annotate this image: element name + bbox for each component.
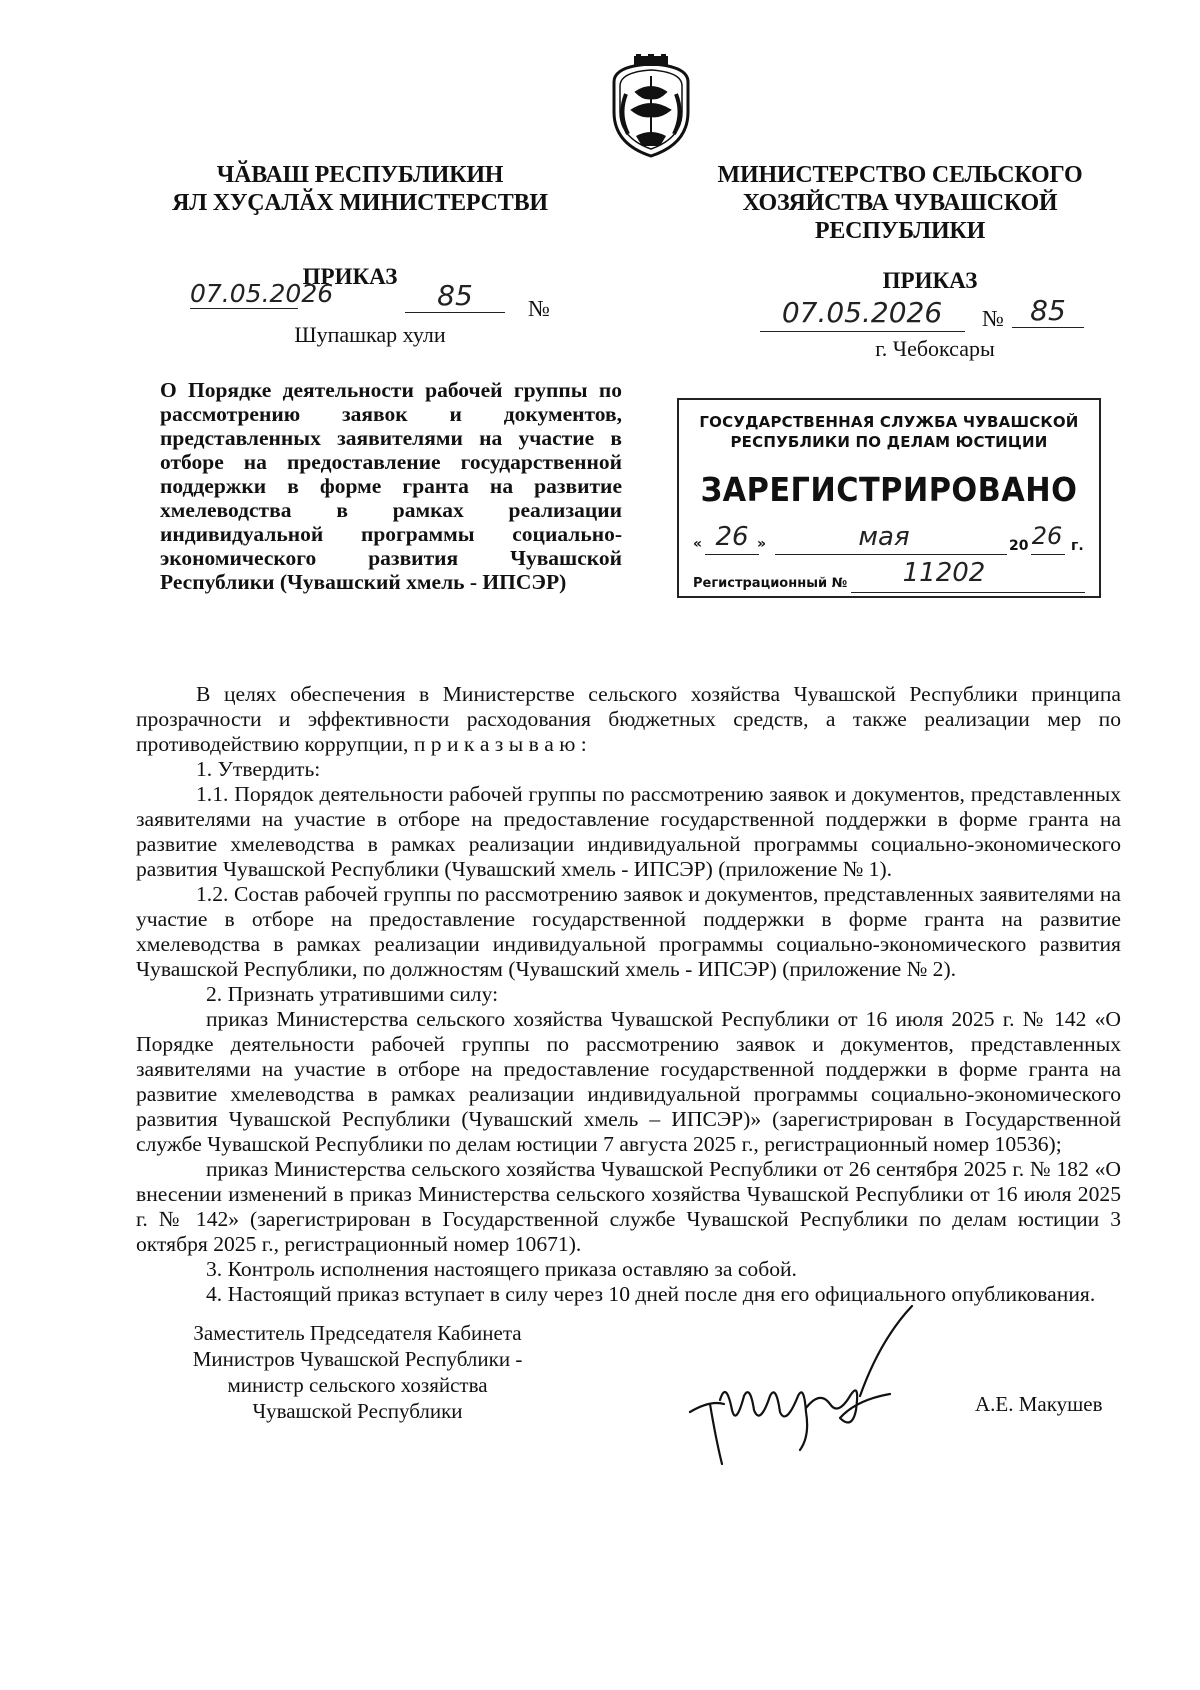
order-right-date: 07.05.2026 <box>781 296 943 329</box>
stamp-year-unit: г. <box>1071 538 1084 554</box>
stamp-year-prefix: 20 <box>1009 538 1029 554</box>
body-paragraph-1: 1. Утвердить: <box>196 757 321 781</box>
stamp-month: мая <box>858 522 910 552</box>
stamp-day: 26 <box>715 522 749 552</box>
handwritten-signature <box>680 1300 920 1470</box>
header-left <box>160 161 560 217</box>
signatory-title <box>160 1320 555 1424</box>
stamp-reg-number: 11202 <box>902 558 986 588</box>
signatory-title-line1: Заместитель Председателя Кабинета <box>193 1321 522 1345</box>
order-left-city: Шупашкар хули <box>294 322 446 347</box>
signatory-name: А.Е. Макушев <box>975 1392 1103 1416</box>
body-paragraph-2-b: приказ Министерства сельского хозяйства Чувашской Республики от 26 сентября 2025 г. № 182 «О внесении изменений в приказ Министерства сельского хозяйства Чувашской Республики от 16 июля 2025 г. № 142» (зарегистрирован в Государственной службе Чувашской Республики по делам юстиции 3 октября 2025 г., регистрационный номер 10671). <box>136 1157 1121 1256</box>
order-right-number-sign: № <box>982 306 1004 331</box>
order-right-number: 85 <box>1012 294 1084 328</box>
order-right-title: ПРИКАЗ <box>882 268 978 293</box>
body-paragraph-1-2: 1.2. Состав рабочей группы по рассмотрению заявок и документов, представленных заявителями на участие в отборе на предоставление государственной поддержки в форме гранта на развитие хмелеводства в рамках реализации индивидуальной программы социально-экономического развития Чувашской Республики, по должностям (Чувашский хмель - ИПСЭР) (приложение № 2). <box>136 882 1121 981</box>
order-left-title: ПРИКАЗ <box>302 264 398 289</box>
order-left-number-sign: № <box>528 296 550 321</box>
body-paragraph-preamble: В целях обеспечения в Министерстве сельского хозяйства Чувашской Республики принципа прозрачности и эффективности расходования бюджетных средств, а также реализации мер по противодействию коррупции, п р и к а з ы в а ю : <box>136 682 1121 756</box>
body-paragraph-1-1: 1.1. Порядок деятельности рабочей группы по рассмотрению заявок и документов, представленных заявителями на участие в отборе на предоставление государственной поддержки в форме гранта на развитие хмелеводства в рамках реализации индивидуальной программы социально-экономического развития Чувашской Республики (Чувашский хмель - ИПСЭР) (приложение № 1). <box>136 782 1121 881</box>
order-subject: О Порядке деятельности рабочей группы по рассмотрению заявок и документов, представленных заявителями на участие в отборе на предоставление государственной поддержки в форме гранта на развитие хмелеводства в рамках реализации индивидуальной программы социально-экономического развития Чувашской Республики (Чувашский хмель - ИПСЭР) <box>160 378 622 594</box>
body-paragraph-4: 4. Настоящий приказ вступает в силу через 10 дней после дня его официального опубликования. <box>206 1282 1096 1306</box>
stamp-header <box>679 412 1099 452</box>
order-left-number: 85 <box>405 279 505 313</box>
header-right-line1: МИНИСТЕРСТВО СЕЛЬСКОГО <box>717 162 1083 188</box>
stamp-status: ЗАРЕГИСТРИРОВАНО <box>700 470 1078 509</box>
header-left-line1: ЧӐВАШ РЕСПУБЛИКИН <box>216 162 504 188</box>
stamp-line1: ГОСУДАРСТВЕННАЯ СЛУЖБА ЧУВАШСКОЙ <box>699 413 1079 431</box>
body-paragraph-2: 2. Признать утратившими силу: <box>206 982 499 1006</box>
header-right-line3: РЕСПУБЛИКИ <box>814 218 986 244</box>
stamp-close-quote: » <box>757 536 767 552</box>
registration-stamp <box>677 398 1101 598</box>
signatory-title-line2: Министров Чувашской Республики - <box>192 1347 523 1371</box>
signatory-title-line4: Чувашской Республики <box>252 1399 463 1423</box>
body-paragraph-2-a: приказ Министерства сельского хозяйства Чувашской Республики от 16 июля 2025 г. № 142 «О Порядке деятельности рабочей группы по рассмотрению заявок и документов, представленных заявителями на участие в отборе на предоставление государственной поддержки в форме гранта на развитие хмелеводства в рамках реализации индивидуальной программы социально-экономического развития Чувашской Республики (Чувашский хмель – ИПСЭР)» (зарегистрирован в Государственной службе Чувашской Республики по делам юстиции 7 августа 2025 г., регистрационный номер 10536); <box>136 1007 1121 1156</box>
header-right <box>680 161 1120 245</box>
stamp-open-quote: « <box>693 536 703 552</box>
body-paragraph-3: 3. Контроль исполнения настоящего приказа оставляю за собой. <box>206 1257 797 1281</box>
stamp-line2: РЕСПУБЛИКИ ПО ДЕЛАМ ЮСТИЦИИ <box>730 433 1048 451</box>
header-right-line2: ХОЗЯЙСТВА ЧУВАШСКОЙ <box>742 190 1058 216</box>
signatory-title-line3: министр сельского хозяйства <box>227 1373 488 1397</box>
stamp-year-suffix: 26 <box>1031 522 1063 550</box>
header-left-line2: ЯЛ ХУҪАЛӐХ МИНИСТЕРСТВИ <box>172 190 548 216</box>
order-right-city: г. Чебоксары <box>875 336 995 361</box>
order-body <box>136 682 1121 1307</box>
order-left-date: 07.05.2026 <box>190 279 334 308</box>
coat-of-arms-icon <box>596 54 706 160</box>
stamp-reg-label: Регистрационный № <box>693 576 848 591</box>
